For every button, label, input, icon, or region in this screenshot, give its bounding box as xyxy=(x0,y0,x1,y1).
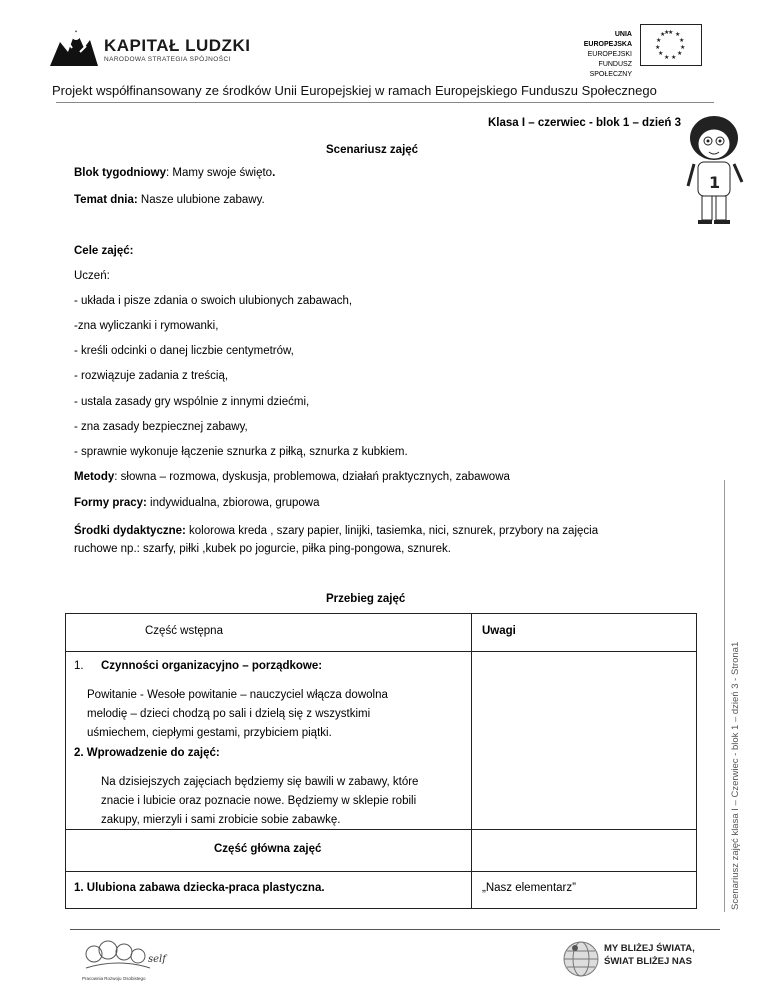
section-text-line: uśmiechem, ciepłymi gestami, przybiciem piątki. xyxy=(87,727,332,739)
side-divider xyxy=(724,480,725,912)
svg-text:self: self xyxy=(148,954,166,965)
srodki-block xyxy=(74,522,684,558)
footer-slogan xyxy=(604,942,695,968)
svg-text:★: ★ xyxy=(655,44,661,51)
srodki-line2: ruchowe np.: szarfy, piłki ,kubek po jogurcie, piłka ping-pongowa, sznurek. xyxy=(74,543,451,555)
svg-text:★: ★ xyxy=(656,37,662,44)
svg-text:★: ★ xyxy=(664,29,670,36)
blok-dot: . xyxy=(272,167,276,179)
eu-flag-icon xyxy=(640,24,702,66)
section-text-line: znacie i lubicie oraz poznacie nowe. Będziemy w sklepie robili xyxy=(101,795,417,807)
svg-text:★: ★ xyxy=(658,50,664,57)
eu-line3: FUNDUSZ SPOŁECZNY xyxy=(589,61,632,78)
svg-text:★: ★ xyxy=(675,31,681,38)
blok-value: : Mamy swoje święto xyxy=(166,167,273,179)
srodki-label: Środki dydaktyczne: xyxy=(74,525,186,537)
side-footer-text: Scenariusz zajęć klasa I – Czerwiec - blok 1 – dzień 3 - Strona1 xyxy=(730,641,741,910)
goal-item: - rozwiązuje zadania z treścią, xyxy=(74,370,229,382)
temat-label: Temat dnia: xyxy=(74,194,138,206)
formy-value: indywidualna, zbiorowa, grupowa xyxy=(146,497,320,509)
col-header-uwagi: Uwagi xyxy=(482,625,516,637)
main-item-title: 1. Ulubiona zabawa dziecka-praca plastyczna. xyxy=(74,882,325,894)
globe-icon xyxy=(562,940,600,978)
srodki-value: kolorowa kreda , szary papier, linijki, tasiemka, nici, sznurek, przybory na zajęcia xyxy=(185,525,599,537)
footer-divider xyxy=(70,929,720,930)
temat-line xyxy=(74,194,265,206)
footer-left-caption: Pracownia Rozwoju Osobistego xyxy=(82,976,146,981)
section-text xyxy=(87,686,388,743)
project-line: Projekt współfinansowany ze środków Unii Europejskiej w ramach Europejskiego Funduszu Społecznego xyxy=(52,83,657,98)
srodki-line1 xyxy=(74,522,684,540)
metody-value: : słowna – rozmowa, dyskusja, problemowa, działań praktycznych, zabawowa xyxy=(114,471,510,483)
przebieg-heading: Przebieg zajęć xyxy=(326,593,406,605)
goal-item: -zna wyliczanki i rymowanki, xyxy=(74,320,219,332)
section-text-line: melodię – dzieci chodzą po sali i dzielą się z wszystkimi xyxy=(87,708,371,720)
kapital-ludzki-logo-icon xyxy=(46,22,102,70)
cele-heading: Cele zajęć: xyxy=(74,245,134,257)
section-text-line: Powitanie - Wesołe powitanie – nauczyciel włącza dowolna xyxy=(87,689,388,701)
eu-text xyxy=(572,30,632,80)
metody-line xyxy=(74,471,510,483)
svg-text:★: ★ xyxy=(668,29,674,36)
section-text-line: Na dzisiejszych zajęciach będziemy się bawili w zabawy, które xyxy=(101,776,419,788)
formy-line xyxy=(74,497,319,509)
svg-text:★: ★ xyxy=(660,31,666,38)
section-title: Czynności organizacyjno – porządkowe: xyxy=(101,660,323,672)
uczen-label: Uczeń: xyxy=(74,270,110,282)
svg-text:★: ★ xyxy=(677,50,683,57)
blok-label: Blok tygodniowy xyxy=(74,167,166,179)
col-header-wstepna: Część wstępna xyxy=(145,625,223,637)
main-item-note: „Nasz elementarz” xyxy=(482,882,576,894)
main-part-header: Część główna zajęć xyxy=(214,843,322,855)
goal-item: - kreśli odcinki o danej liczbie centymetrów, xyxy=(74,345,294,357)
eu-line1: UNIA EUROPEJSKA xyxy=(583,31,632,48)
goal-item: - zna zasady bezpiecznej zabawy, xyxy=(74,421,248,433)
header-divider xyxy=(56,102,714,103)
metody-label: Metody xyxy=(74,471,115,483)
svg-text:★: ★ xyxy=(671,54,677,61)
section-text xyxy=(101,773,418,830)
formy-label: Formy pracy: xyxy=(74,497,147,509)
brand-subtitle: NARODOWA STRATEGIA SPÓJNOŚCI xyxy=(104,56,231,63)
temat-value: Nasze ulubione zabawy. xyxy=(137,194,265,206)
goal-item: - ustala zasady gry wspólnie z innymi dziećmi, xyxy=(74,396,310,408)
goal-item: - sprawnie wykonuje łączenie sznurka z piłką, sznurka z kubkiem. xyxy=(74,446,408,458)
section-title: 2. Wprowadzenie do zajęć: xyxy=(74,747,220,759)
blok-line xyxy=(74,167,275,179)
class-line: Klasa I – czerwiec - blok 1 – dzień 3 xyxy=(488,117,682,129)
page-title: Scenariusz zajęć xyxy=(326,144,419,156)
footer-slogan-line2: ŚWIAT BLIŻEJ NAS xyxy=(604,956,692,967)
eu-line2: EUROPEJSKI xyxy=(587,51,632,58)
child-mascot-icon xyxy=(684,108,746,238)
svg-text:★: ★ xyxy=(679,37,685,44)
footer-slogan-line1: MY BLIŻEJ ŚWIATA, xyxy=(604,943,695,954)
brand-title: KAPITAŁ LUDZKI xyxy=(104,36,251,55)
svg-text:★: ★ xyxy=(664,54,670,61)
section-text-line: zakupy, mierzyli i sami zrobicie sobie zabawkę. xyxy=(101,814,341,826)
goal-item: - układa i pisze zdania o swoich ulubionych zabawach, xyxy=(74,295,353,307)
section-number: 1. xyxy=(74,660,84,672)
svg-text:1: 1 xyxy=(709,173,721,192)
svg-text:★: ★ xyxy=(680,44,686,51)
